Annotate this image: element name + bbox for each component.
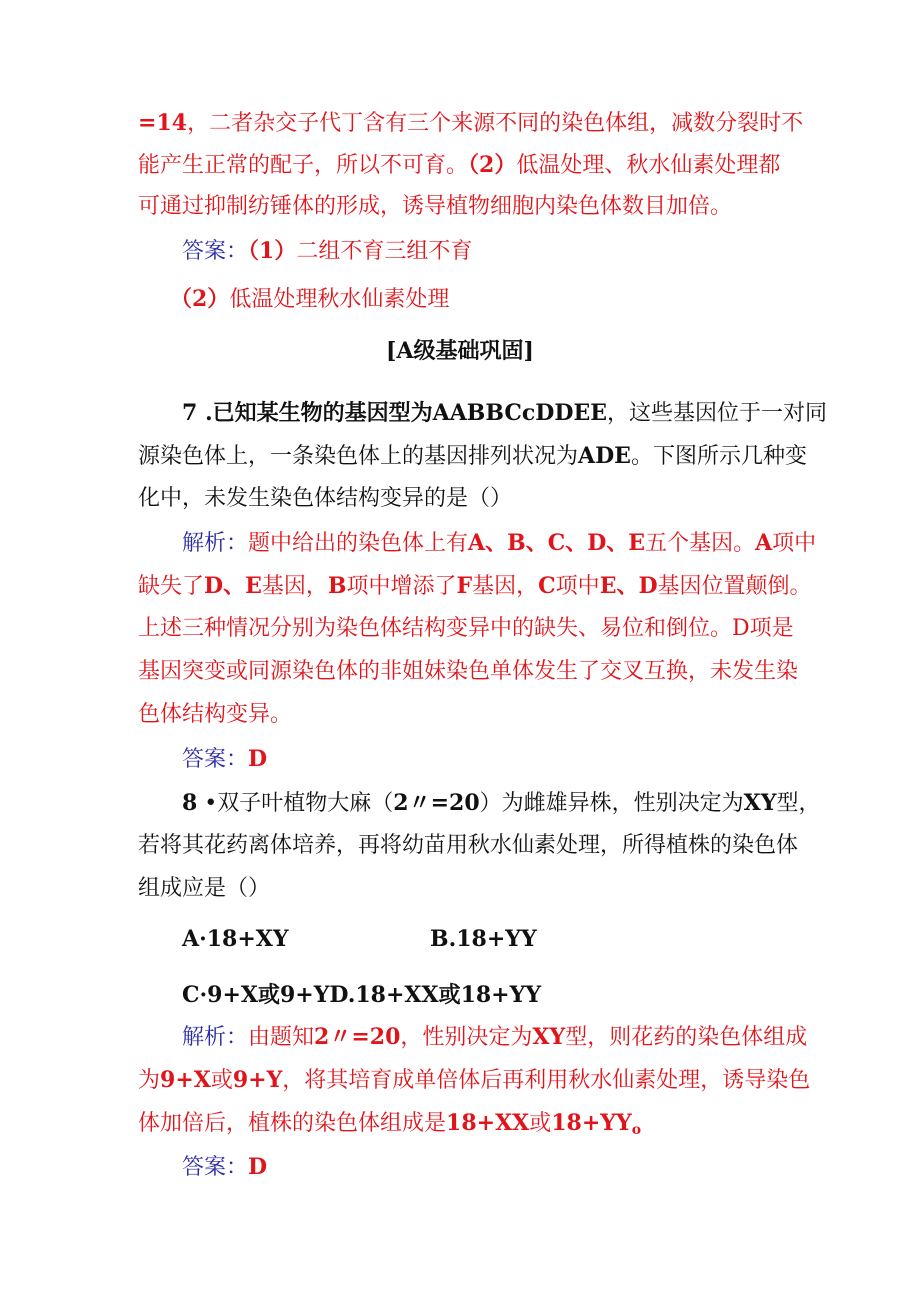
answer-text: 低温处理秋水仙素处理 <box>229 287 450 312</box>
text-fragment: 项中增添了 <box>346 574 457 599</box>
text-fragment: 基因， <box>472 574 539 599</box>
text-fragment: =14 <box>138 110 188 136</box>
q7-stem-line-1 <box>182 398 827 429</box>
text-fragment: •双子叶植物大麻（ <box>197 791 394 816</box>
analysis-label: 解析： <box>182 531 249 556</box>
analysis-label: 解析： <box>182 1025 249 1050</box>
text-fragment: 为 <box>138 1068 161 1093</box>
text-fragment: 项中 <box>555 574 600 599</box>
text-fragment: 18+YY <box>551 1110 632 1136</box>
text-fragment: 体加倍后，植株的染色体组成是 <box>138 1111 447 1136</box>
text-fragment: 2〃=20 <box>314 1024 401 1050</box>
text-fragment: ，性别决定为 <box>400 1025 533 1050</box>
q8-analysis-line-1 <box>182 1022 807 1053</box>
q7-stem-line-3 <box>138 484 512 514</box>
text-fragment: 五个基因。 <box>645 531 756 556</box>
text-fragment: F <box>456 573 473 599</box>
question-number: 8 <box>182 790 198 816</box>
text-fragment: 2〃=20 <box>393 790 480 816</box>
text-fragment: C <box>538 573 556 599</box>
text-fragment: D、E <box>204 573 262 599</box>
text-fragment: .已知某生物的基因型为 <box>197 400 433 426</box>
answer-label: 答案： <box>182 239 249 264</box>
text-fragment: 若将其花药离体培养，再将幼苗用秋水仙素处理，所得植株的染色体 <box>138 833 799 858</box>
q7-analysis-line-4 <box>138 657 798 687</box>
text-fragment: 或 <box>529 1111 552 1136</box>
q8-stem-line-3 <box>138 874 270 904</box>
prev-analysis-line-1 <box>138 108 803 139</box>
q7-analysis-line-1 <box>182 528 816 559</box>
answer-label: 答案： <box>182 1155 249 1180</box>
answer-label: 答案： <box>182 747 249 772</box>
text-fragment: 9+X <box>160 1067 211 1093</box>
text-fragment: 项中 <box>772 531 817 556</box>
q8-stem-line-1 <box>182 788 820 819</box>
q8-option-a: A·18+XY <box>182 926 289 952</box>
text-fragment: 由题知 <box>248 1025 315 1050</box>
q7-analysis-line-2 <box>138 571 812 602</box>
text-fragment: 9+Y <box>232 1067 283 1093</box>
text-fragment: 可通过抑制纺锤体的形成，诱导植物细胞内染色体数目加倍。 <box>138 194 733 219</box>
answer-number: （1） <box>248 238 297 264</box>
prev-answer-line-1 <box>182 236 472 267</box>
text-fragment: 组成应是（） <box>138 876 271 901</box>
text-fragment: 源染色体上，一条染色体上的基因排列状况为 <box>138 444 579 469</box>
genotype: AABBCcDDEE <box>432 400 607 426</box>
gene-order: ADE <box>578 443 631 469</box>
text-fragment: 低温处理、秋水仙素处理都 <box>516 153 781 178</box>
answer-number: （2） <box>170 286 230 312</box>
text-fragment: E、D <box>599 573 658 599</box>
q8-answer <box>182 1152 267 1183</box>
section-title: [A级基础巩固] <box>386 338 534 364</box>
text-fragment: 题中给出的染色体上有 <box>248 531 469 556</box>
text-fragment: 化中，未发生染色体结构变异的是（） <box>138 486 513 511</box>
text-fragment: 上述三种情况分别为染色体结构变异中的缺失、易位和倒位。D项是 <box>138 616 794 641</box>
text-fragment: 或 <box>210 1068 233 1093</box>
text-fragment: A、B、C、D、E <box>468 530 646 556</box>
text-fragment: 缺失了 <box>138 574 205 599</box>
q7-answer <box>182 744 267 775</box>
question-number: 7 <box>182 400 198 426</box>
q8-option-c-d: C·9+X或9+YD.18+XX或18+YY <box>182 982 542 1008</box>
text-fragment: 色体结构变异。 <box>138 702 293 727</box>
text-fragment: o <box>631 1122 642 1138</box>
q8-analysis-line-3 <box>138 1108 641 1145</box>
prev-answer-line-2 <box>170 284 449 315</box>
answer-text: 二组不育三组不育 <box>296 239 473 264</box>
text-fragment: ，二者杂交子代丁含有三个来源不同的染色体组，减数分裂时不 <box>187 111 804 136</box>
text-fragment: B <box>327 573 347 599</box>
answer-value: D <box>248 746 268 772</box>
q7-analysis-line-5 <box>138 700 292 730</box>
q8-stem-line-2 <box>138 831 798 861</box>
text-fragment: ，这些基因位于一对同 <box>606 401 827 426</box>
text-fragment: 18+XX <box>446 1110 530 1136</box>
text-fragment: 能产生正常的配子，所以不可育。 <box>138 153 469 178</box>
q7-stem-line-2 <box>138 441 807 472</box>
text-fragment: 型， <box>776 791 821 816</box>
text-fragment: ，将其培育成单倍体后再利用秋水仙素处理，诱导染色 <box>282 1068 811 1093</box>
prev-analysis-line-2 <box>138 150 780 181</box>
q8-analysis-line-2 <box>138 1065 810 1096</box>
prev-analysis-line-3 <box>138 192 732 222</box>
text-fragment: A <box>755 530 773 556</box>
text-fragment: 。下图所示几种变 <box>630 444 807 469</box>
answer-value: D <box>248 1154 268 1180</box>
text-fragment: 型，则花药的染色体组成 <box>565 1025 808 1050</box>
q7-analysis-line-3 <box>138 614 794 644</box>
q8-option-b: B.18+YY <box>430 926 537 952</box>
text-fragment: 基因位置颠倒。 <box>657 574 812 599</box>
text-fragment: XY <box>532 1024 566 1050</box>
text-fragment: ）为雌雄异株，性别决定为 <box>479 791 744 816</box>
text-fragment: （2） <box>468 152 517 178</box>
text-fragment: XY <box>743 790 777 816</box>
text-fragment: 基因突变或同源染色体的非姐妹染色单体发生了交叉互换，未发生染 <box>138 659 799 684</box>
text-fragment: 基因， <box>261 574 328 599</box>
